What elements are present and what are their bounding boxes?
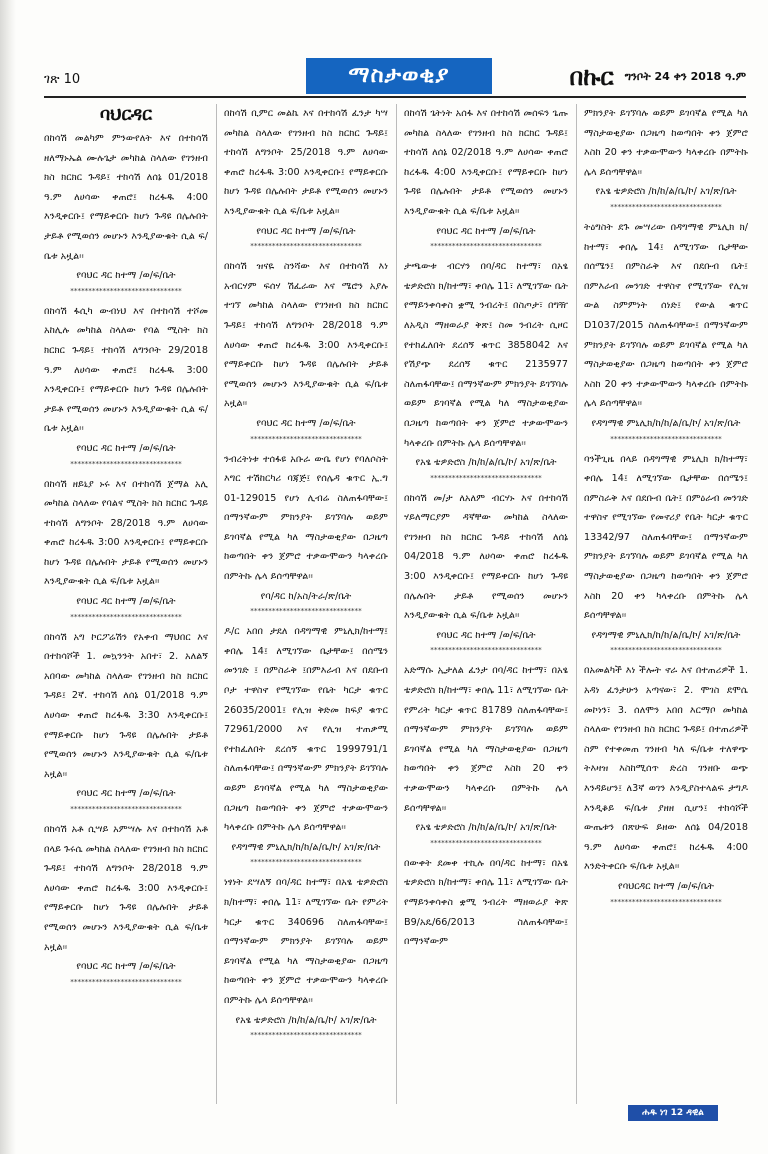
- notice-signature: የአፄ ቴዎድሮስ /ከ/ከ/ል/ቤ/ኮ/ አገ/ጽ/ቤት: [595, 186, 737, 198]
- notice-body: ንብረትነቱ ተሰፋዩ አቡራ ውቤ የሆነ የባለሶስት እግር ተሽከርካሪ ባጃጅ፤ የሰሌዳ ቁጥር ኢ.ግ 01-129015 የሆነ ሊብሬ ስለጠፋባቸው፤ በማንኛውም ምክንያት ይገኘባሉ ወይም ይገባኛል የሚል ካለ ማስታወቂያው በጋዜጣ ከወጣበት ቀን ጀምሮ ተቃውሞውን ካላቀረቡ በምትኩ ሌላ ይሰጣቸዋል፡፡: [224, 453, 388, 583]
- notice-separator: *******************************: [250, 1030, 362, 1040]
- notice-body: በከሳሽ ዝናዬ ስንሻው እና በተከሳሽ እነ አብርሃም ፍሰሃ ሽፈራው እና ሜሮን አያሉ ተገኘ መካከል ስላለው የገንዘብ ክስ ክርክር ጉዳይ፤ ተከሳሽ ለግንቦት 28/2018 ዓ.ም ለሀሳው ቀጠሮ ከረፋዱ 3:00 እንዲቀርቡ፤ የማይቀርቡ ከሆነ ጉዳዩ በሌሉበት ታይቶ የሚወሰን መሆኑን እንዲያውቁት ሲል ፍ/ቤቱ አዟል፡፡: [224, 261, 388, 410]
- notice-body: በከሳሽ ጌትነት አሰፋ እና በተከሳሽ መሰፍን ጌጡ መካከል ስላለው የገንዘብ ክስ ክርክር ጉዳይ፤ ተከሳሽ ለሰኔ 02/2018 ዓ.ም ለሀሳው ቀጠሮ ከረፋዱ 4:00 እንዲቀርቡ፤ የማይቀርቡ ከሆነ ጉዳዩ በሌሉበት ታይቶ የሚወሰን መሆኑን እንዲያውቁት ሲል ፍ/ቤቱ አዟል፡፡: [404, 108, 568, 217]
- column-3: [404, 104, 568, 1114]
- notice-separator: *******************************: [430, 645, 542, 655]
- notice-signature: የባህር ዳር ከተማ /ወ/ፍ/ቤት: [76, 596, 176, 608]
- notice-separator: *******************************: [430, 837, 542, 847]
- notice-body: አድማሱ ኢታለል ፈንታ በባ/ዳር ከተማ፣ በአፄ ቴዎድሮስ ክ/ከተማ፣ ቀበሌ 11፣ ለሚገኘው ቤት የምሪት ካርታ ቁጥር 81789 ስለጠፋባቸው፤ በማንኛውም ምክንያት ይገኘባሉ ወይም ይገባኛል የሚል ካለ ማስታወቂያው በጋዜጣ ከወጣበት ቀን ጀምሮ እስከ 20 ቀን ተቃውሞውን ካላቀረቡ በምትኩ ሌላ ይሰጣቸዋል፡፡: [404, 665, 568, 814]
- notice-body: በከሳሽ አቶ ሲሣይ አምሣሉ እና በተከሳሽ አቶ በላይ ጉሩሴ መካከል ስላለው የገንዘብ ክስ ክርክር ጉዳይ፤ ተከሳሽ ለግንቦት 28/2018 ዓ.ም ለሀሳው ቀጠሮ ከረፋዱ 3:00 እንዲቀርቡ፤ የማይቀርቡ ከሆነ ጉዳዩ በሌሉበት ታይቶ የሚወሰን መሆኑን እንዲያውቁት ሲል ፍ/ቤቱ አዟል፡፡: [44, 824, 208, 953]
- notice-signature: የባህር ዳር ከተማ /ወ/ፍ/ቤት: [256, 417, 356, 429]
- section-heading: ባህርዳር: [99, 104, 153, 125]
- notice: [584, 218, 748, 444]
- notice-signature: የአፄ ቴዎድሮስ /ከ/ከ/ል/ቤ/ኮ/ አገ/ጽ/ቤት: [235, 1014, 377, 1026]
- notice: [44, 628, 208, 814]
- notice: [44, 129, 208, 296]
- notice-signature: የባህር ዳር ከተማ /ወ/ፍ/ቤት: [76, 961, 176, 973]
- notice-body: በከሳሽ ፋሲካ ውብነህ እና በተከሳሽ ተሾመ አከሊሉ መካከል ስላለው የባል ሚስት ክስ ክርክር ጉዳይ፤ ተከሳሽ ለግንቦት 29/2018 ዓ.ም ለሀሳው ቀጠሮ፤ ከረፋዱ 3:00 እንዲቀርቡ፤ የማይቀርቡ ከሆነ ጉዳዩ በሌሉበት ታይቶ የሚወሰን መሆኑን እንዲያውቁት ሲል ፍ/ቤቱ አዟል፡፡: [44, 305, 208, 435]
- notice-body: ትዕግስት ደጉ መሣሪው በዳግማዊ ምኒሊክ ክ/ከተማ፣ ቀበሌ 14፤ ለሚገኘው ቤታቸው በሰሜን፤ በምስራቅ እና በደቡብ ቤት፤ በምእራብ መንገድ ተዋስኖ የሚገኘው የሊዝ ውል ስምምነት ሰነድ፤ የውል ቁጥር D1037/2015 ስለጠፋባቸው፤ በማንኛውም ምክንያት ይገኘባሉ ወይም ይገባኛል የሚል ካለ ማስታወቂያው በጋዜጣ ከወጣበት ቀን ጀምሮ እስከ 20 ቀን ተቃውሞውን ካላቀረቡ በምትኩ ሌላ ይሰጣቸዋል፡፡: [584, 221, 748, 410]
- notice: [404, 489, 568, 656]
- notice-signature: የባህር ዳር ከተማ /ወ/ፍ/ቤት: [436, 225, 536, 237]
- notice-signature: የባህርዳር ከተማ /ወ/ፍ/ቤት: [618, 880, 714, 892]
- notice-signature: የባህር ዳር ከተማ /ወ/ፍ/ቤት: [76, 270, 176, 282]
- notice: [404, 257, 568, 483]
- notice: [44, 475, 208, 622]
- notice-separator: *******************************: [610, 201, 722, 211]
- notice-separator: *******************************: [610, 645, 722, 655]
- section-banner: ማስታወቂያ: [306, 58, 492, 94]
- notice-body: በከሳሽ ቢምር መልኬ እና በተከሳሽ ፈንታ ካሣ መካከል ስላለው የገንዘብ ክስ ክርክር ጉዳይ፤ ተከሳሽ ለግንቦት 25/2018 ዓ.ም ለሀሳው ቀጠሮ ከረፋዱ 3:00 እንዲቀርቡ፤ የማይቀርቡ ከሆነ ጉዳዩ በሌሉበት ታይቶ የሚወሰን መሆኑን እንዲያውቁት ሲል ፍ/ቤቱ አዟል፡፡: [224, 108, 388, 217]
- page-number: ገጽ 10: [44, 72, 81, 87]
- notice: [584, 661, 748, 906]
- notice-body: ባንችጊዜ በላይ በዳግማዊ ምኒሊክ ክ/ከተማ፣ ቀበሌ 14፤ ለሚገኘው ቤታቸው በሰሜን፤ በምስራቅ እና በደቡብ ቤት፤ በምዕራብ መንገድ ተዋስኖ የሚገኘው የመኖሪያ የቤት ካርታ ቁጥር 13342/97 ስለጠፋባቸው፤ በማንኛውም ምክንያት ይገኘባሉ ወይም ይገባኛል የሚል ካለ ማስታወቂያው በጋዜጣ ከወጣበት ቀን ጀምሮ እስከ 20 ቀን ካላቀረቡ በምትኩ ሌላ ይሰጣቸዋል፡፡: [584, 453, 748, 622]
- notice-separator: *******************************: [250, 606, 362, 616]
- notice-body: ምክንያት ይገኘባሉ ወይም ይገባኛል የሚል ካለ ማስታወቂያው በጋዜጣ ከወጣበት ቀን ጀምሮ እስከ 20 ቀን ተቃውሞውን ካላቀረቡ በምትኩ ሌላ ይሰጣቸዋል፡፡: [584, 108, 748, 178]
- notice-separator: *******************************: [430, 241, 542, 251]
- notice: [224, 257, 388, 443]
- footer-stamp: ሐዱ ነገ 12 ዳዊል: [628, 1105, 718, 1121]
- notice-signature: የባ/ዳር ከ/አስ/ትራ/ጽ/ቤት: [260, 590, 352, 602]
- notice-body: ነፃነት ደሣለኝ በባ/ዳር ከተማ፣ በአፄ ቴዎድሮስ ክ/ከተማ፣ ቀበሌ 11፣ ለሚገኘው ቤት የምሪት ካርታ ቁጥር 340696 ስለጠፋባቸው፤ በማንኛውም ምክንያት ይገኘባሉ ወይም ይገባኛል የሚል ካለ ማስታወቂያው በጋዜጣ ከወጣበት ቀን ጀምሮ ተቃውሞውን ካላቀረቡ በምትኩ ሌላ ይሰጣቸዋል፡፡: [224, 877, 388, 1006]
- newspaper-logo: በኩር: [569, 62, 614, 91]
- notice-body: በአመልካች እነ ችሎት ኖራ እና በተጠሪዎች 1. አዳነ ፈንታሁን አጣናው፣ 2. ሞገስ ደሞሴ መኮነን፣ 3. ሰለሞን አበበ እርማቦ መካከል ስላለው የገንዘብ ክስ ክርክር ጉዳይ፤ በተጠሪዎች ስም የተቀመጠ ገንዘብ ካለ ፍ/ቤቱ ተለዋጭ ትእዛዝ እስከሚሰጥ ድረስ ገንዘቡ ወጭ እንዳይሆን፤ ለ3ኛ ወገን እንዲያስተላልፍ ታግዶ እንዲቆይ ፍ/ቤቱ ያዘዘ ሲሆን፤ ተከሳሾች ውጤቱን በጽሁፍ ይዘው ለሰኔ 04/2018 ዓ.ም ለሀሳው ቀጠሮ፤ ከረፋዱ 4:00 እንድትቀርቡ ፍ/ቤቱ አዟል፡፡: [584, 665, 748, 873]
- notice-body: በከሳሽ መ/ታ ለአለም ብርሃኑ እና በተከሳሽ ሃይለማርያም ዳኛቸው መካከል ስላለው የገንዘብ ክስ ክርክር ጉዳይ ተከሳሽ ለሰኔ 04/2018 ዓ.ም ለሀሳው ቀጠሮ ከረፋዱ 3:00 እንዲቀርቡ፤ የማይቀርቡ ከሆነ ጉዳዩ በሌሉበት ታይቶ የሚወሰን መሆኑን እንዲያውቁት ሲል ፍ/ቤቱ አዟል፡፡: [404, 492, 568, 622]
- notice-separator: *******************************: [70, 458, 182, 468]
- notice-signature: የባህር ዳር ከተማ /ወ/ፍ/ቤት: [76, 788, 176, 800]
- notice-separator: *******************************: [610, 896, 722, 906]
- notice-signature: የባህር ዳር ከተማ /ወ/ፍ/ቤት: [76, 442, 176, 454]
- notice-signature: የባህር ዳር ከተማ /ወ/ፍ/ቤት: [436, 629, 536, 641]
- notice-separator: *******************************: [250, 241, 362, 251]
- notice-signature: የአፄ ቴዎድሮስ /ከ/ከ/ል/ቤ/ኮ/ አገ/ጽ/ቤት: [415, 822, 557, 834]
- notice: [404, 104, 568, 251]
- notice: [584, 450, 748, 656]
- notice: [224, 873, 388, 1040]
- notice-body: በከሳሽ አግ ኮርፖሬሽን የአቀብ ማህበር እና በተከሳሾች 1. መኳንንት አበተ፣ 2. አለልኝ አበባው መካከል ስላለው የገንዘብ ክስ ክርክር ጉዳይ፤ 2ኛ. ተከሳሽ ለሰኔ 01/2018 ዓ.ም ለሀሳው ቀጠሮ ከረፋዱ 3:30 እንዲቀርቡ፤ የማይቀርቡ ከሆነ ጉዳዩ በሌሉበት ታይቶ የሚወሰን መሆኑን እንዲያውቁት ሲል ፍ/ቤቱ አዟል፡፡: [44, 631, 208, 780]
- notice: [44, 302, 208, 469]
- notice-separator: *******************************: [70, 976, 182, 986]
- notice-separator: *******************************: [70, 611, 182, 621]
- notice: [224, 104, 388, 251]
- column-4: [584, 104, 748, 1114]
- column-2: [224, 104, 388, 1114]
- notice-separator: *******************************: [70, 285, 182, 295]
- notice: [44, 820, 208, 987]
- issue-date: ግንቦት 24 ቀን 2018 ዓ.ም: [624, 69, 746, 83]
- notice-body: በውቀት ደመቀ ተኪሉ በባ/ዳር ከተማ፣ በአፄ ቴዎድሮስ ክ/ከተማ፣ ቀበሌ 11፣ ለሚገኘው ቤት የማይንቀሳቀስ ቋሚ ንብረት ማዘወራያ ቅጽ B9/አዴ/66/2013 ስለጠፋባቸው፤ በማንኛውም: [404, 857, 568, 948]
- notice: [404, 854, 568, 952]
- page-fold-shadow: [0, 0, 16, 1154]
- notice-signature: የአፄ ቴዎድሮስ /ከ/ከ/ል/ቤ/ኮ/ አገ/ጽ/ቤት: [415, 457, 557, 469]
- notice-separator: *******************************: [430, 472, 542, 482]
- page-header: [44, 62, 746, 98]
- notice-signature: የዳግማዊ ምኒሊክ/ከ/ከ/ል/ቤ/ኮ/ አገ/ጽ/ቤት: [591, 417, 741, 429]
- notice-body: በከሳሽ ዘይኒያ ኑሩ እና በተከሳሽ ጀማል አሊ መካከል ስላለው የባልና ሚስት ክስ ክርክር ጉዳይ ተከሳሽ ለግንቦት 28/2018 ዓ.ም ለሀሳው ቀጠሮ ከረፋዱ 3:00 እንዲቀርቡ፤ የማይቀርቡ ከሆነ ጉዳዩ በሌሉበት ታይቶ የሚወሰን መሆኑን እንዲያውቁት ሲል ፍ/ቤቱ አዟል፡፡: [44, 478, 208, 588]
- notice: [584, 104, 748, 212]
- notice-signature: የባህር ዳር ከተማ /ወ/ፍ/ቤት: [256, 225, 356, 237]
- notice: [224, 450, 388, 617]
- notice-signature: የዳግማዊ ምኒሊክ/ከ/ከ/ል/ቤ/ኮ/ አገ/ጽ/ቤት: [231, 841, 381, 853]
- notice: [404, 661, 568, 847]
- notice-columns: [44, 104, 750, 1114]
- notice-separator: *******************************: [250, 857, 362, 867]
- notice: [224, 622, 388, 867]
- notice-body: ዶ/ር አበበ ታደለ በዳግማዊ ምኒሊክ/ከተማ፤ ቀበሌ 14፤ ለሚገኘው ቤታቸው፤ በሰሜን መንገድ ፤ በምስራቅ ፤በምእራብ እና በደቡብ ቦታ ተዋስኖ የሚገኘው የቤት ካርታ ቁጥር 26035/2001፤ የሊዝ ቅድመ ክፍያ ቁጥር 72961/2000 እና የሊዝ ተጠቃሚ የተከፈለበት ደረሰኝ ቁጥር 1999791/1 ስለጠፋባቸው፤ በማንኛውም ምክንያት ይገኘባሉ ወይም ይገባኛል የሚል ካለ ማስታወቂያው በጋዜጣ ከወጣበት ቀን ጀምሮ ተቃውሞውን ካላቀረቡ በምትኩ ሌላ ይሰጣቸዋል፡፡: [224, 626, 388, 834]
- notice-separator: *******************************: [70, 804, 182, 813]
- masthead: [569, 62, 746, 91]
- notice-body: ታጫውቱ ብርሃን በባ/ዳር ከተማ፣ በአፄ ቴዎድሮስ ክ/ከተማ፣ ቀበሌ 11፣ ለሚገኘው ቤት የማይንቀሳቀስ ቋሚ ንብረት፤ በስጦታ፣ በግዥ ለአዲስ ማዘወራያ ቅጽ፤ ስመ ንብረት ሲዞር የተከፈለበት ደረሰኝ ቁጥር 3858042 እና የሽያጭ ደረሰኝ ቁጥር 2135977 ስለጠፋባቸው፤ በማንኛውም ምክንያት ይገኘባሉ ወይም ይገባኛል የሚል ካለ ማስታወቂያው በጋዜጣ ከወጣበት ቀን ጀምሮ ተቃውሞውን ካላቀረቡ በምትኩ ሌላ ይሰጣቸዋል፡፡: [404, 261, 568, 449]
- notice-separator: *******************************: [610, 433, 722, 443]
- column-1: [44, 104, 208, 1114]
- notice-signature: የዳግማዊ ምኒሊክ/ከ/ከ/ል/ቤ/ኮ/ አገ/ጽ/ቤት: [591, 629, 741, 641]
- notice-body: በከሳሽ መልካም ምንውየለት እና በተከሳሽ ዘለማኑኤል ሙሉጌታ መካከል ስላለው የገንዘብ ክስ ክርክር ጉዳይ፤ ተከሳሽ ለሰኔ 01/2018 ዓ.ም ለሀሳው ቀጠሮ፤ ከረፋዱ 4:00 እንዲቀርቡ፤ የማይቀርቡ ከሆነ ጉዳዩ በሌሉበት ታይቶ የሚወሰን መሆኑን እንዲያውቁት ሲል ፍ/ቤቱ አዟል፡፡: [44, 133, 208, 262]
- notice-separator: *******************************: [250, 433, 362, 443]
